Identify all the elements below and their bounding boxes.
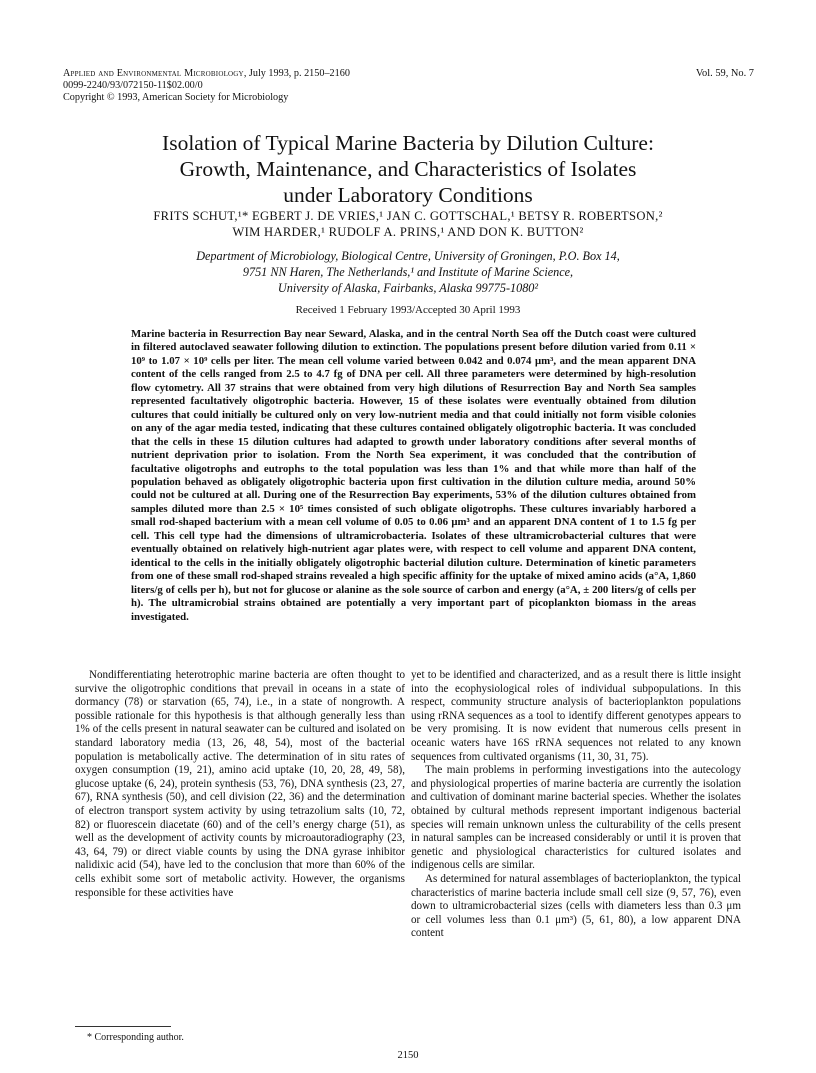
affiliations: [110, 249, 706, 296]
title-line-2: Growth, Maintenance, and Characteristics of Isolates: [179, 157, 637, 181]
body-column-right: [411, 669, 741, 941]
volume-issue: Vol. 59, No. 7: [695, 68, 754, 79]
body-paragraph: As determined for natural assemblages of bacterioplankton, the typical characteristics of marine bacteria include small cell size (9, 57, 76), even down to ultramicrobacterial sizes (cells with diameters less than 0.3 μm or cell volumes less than 0.1 μm³) (5, 61, 80), a low apparent DNA content: [411, 872, 741, 940]
footnote-divider: [75, 1026, 171, 1027]
page-number: 2150: [397, 1050, 419, 1061]
body-column-left: [75, 669, 405, 900]
body-paragraph: Nondifferentiating heterotrophic marine bacteria are often thought to survive the oligotrophic conditions that prevail in oceans in a state of dormancy (78) or starvation (65, 74), i.e., in a state of nongrowth. A possible rationale for this hypothesis is that although generally less than 1% of the cells present in natural seawater can be cultured and isolated on standard laboratory media (13, 26, 48, 54), most of the bacterial population is metabolically active. The determination of in situ rates of oxygen consumption (19, 21), amino acid uptake (10, 20, 28, 49, 58), glucose uptake (6, 24), protein synthesis (53, 76), DNA synthesis (23, 27, 67), RNA synthesis (50), and cell division (22, 36) and the determination of electron transport system activity by using tetrazolium salts (10, 72, 82) or fluorescein diacetate (60) and of the cell’s energy charge (51), as well as the development of activity counts by microautoradiography (23, 43, 64, 79) or direct viable counts by using the DNA gyrase inhibitor nalidixic acid (54), have led to the conclusion that more than 60% of the cells exhibit some sort of metabolic activity. However, the organisms responsible for these activities have: [75, 669, 405, 899]
body-paragraph: yet to be identified and characterized, and as a result there is little insight into the ecophysiological roles of individual subpopulations. In this respect, community structure analysis of bacterioplankton populations using rRNA sequences as a tool to identify different genotypes appears to be very promising. It is now evident that numerous cells present in oceanic waters have 16S rRNA sequences not related to any known sequences from cultivated organisms (11, 30, 31, 75).: [411, 669, 741, 763]
author-list: [90, 208, 726, 240]
footnote-corresponding-author: * Corresponding author.: [87, 1032, 184, 1043]
journal-citation: [63, 68, 583, 80]
authors-line-1: FRITS SCHUT,¹* EGBERT J. DE VRIES,¹ JAN C. GOTTSCHAL,¹ BETSY R. ROBERTSON,²: [153, 209, 663, 223]
article-title: [60, 130, 756, 208]
copyright-line: Copyright © 1993, American Society for Microbiology: [63, 92, 289, 103]
journal-name: Applied and Environmental Microbiology: [63, 68, 244, 79]
issn-line: 0099-2240/93/072150-11$02.00/0: [63, 80, 203, 91]
body-paragraph: The main problems in performing investigations into the autecology and physiological properties of marine bacteria are currently the isolation and cultivation of dominant marine bacterial species. Whether the isolates obtained by cultural methods represent important indigenous bacterial species will remain unknown unless the culturability of the cells present in natural samples can be increased considerably or until it is proven that genetic and physiological characteristics for cultured isolates and indigenous cells are similar.: [411, 764, 741, 872]
affiliation-line-1: Department of Microbiology, Biological Centre, University of Groningen, P.O. Box 14,: [196, 249, 620, 263]
title-line-3: under Laboratory Conditions: [283, 183, 533, 207]
received-accepted-dates: Received 1 February 1993/Accepted 30 April 1993: [295, 304, 521, 316]
running-header: [63, 68, 583, 104]
affiliation-line-2: 9751 NN Haren, The Netherlands,¹ and Institute of Marine Science,: [242, 264, 574, 279]
affiliation-line-3: University of Alaska, Fairbanks, Alaska 99775-1080²: [277, 280, 539, 295]
authors-line-2: WIM HARDER,¹ RUDOLF A. PRINS,¹ AND DON K. BUTTON²: [232, 225, 584, 239]
abstract: Marine bacteria in Resurrection Bay near Seward, Alaska, and in the central North Sea off the Dutch coast were cultured in filtered autoclaved seawater following dilution to extinction. The populations present before dilution varied from 0.11 × 10⁹ to 1.07 × 10⁹ cells per liter. The mean cell volume varied between 0.042 and 0.074 μm³, and the mean apparent DNA content of the cells ranged from 2.5 to 4.7 fg of DNA per cell. All three parameters were determined by high-resolution flow cytometry. All 37 strains that were obtained from very high dilutions of Resurrection Bay and North Sea samples represented facultatively oligotrophic bacteria. However, 15 of these isolates were eventually obtained from dilution cultures that could initially be cultured only on very low-nutrient media and that could initially not form visible colonies on any of the agar media tested, indicating that these cultures contained obligately oligotrophic bacteria. It was concluded that the cells in these 15 dilution cultures had adapted to growth under laboratory conditions after several months of nutrient deprivation prior to isolation. From the North Sea experiment, it was concluded that the contribution of facultative oligotrophs and eutrophs to the total population was less than 1% and that while more than half of the population behaved as obligately oligotrophic bacteria upon first cultivation in the dilution culture media, around 50% could not be cultured at all. During one of the Resurrection Bay experiments, 53% of the dilution cultures obtained from samples diluted more than 2.5 × 10⁵ times consisted of such obligate oligotrophs. These cultures invariably harbored a small rod-shaped bacterium with a mean cell volume of 0.05 to 0.06 μm³ and an apparent DNA content of 1 to 1.5 fg per cell. This cell type had the dimensions of ultramicrobacteria. Isolates of these ultramicrobacterial cultures that were eventually obtained on relatively high-nutrient agar plates were, with respect to cell volume and apparent DNA content, identical to the cells in the initially obligately oligotrophic bacterial dilution culture. Determination of kinetic parameters from one of these small rod-shaped strains revealed a high specific affinity for the uptake of mixed amino acids (a°A, 1,860 liters/g of cells per h), but not for glucose or alanine as the sole source of carbon and energy (a°A, ± 200 liters/g of cells per h). The ultramicrobial strains obtained are potentially a very important part of picoplankton biomass in the areas investigated.: [131, 328, 696, 623]
title-line-1: Isolation of Typical Marine Bacteria by Dilution Culture:: [162, 131, 654, 155]
issue-pages: , July 1993, p. 2150–2160: [243, 68, 350, 79]
